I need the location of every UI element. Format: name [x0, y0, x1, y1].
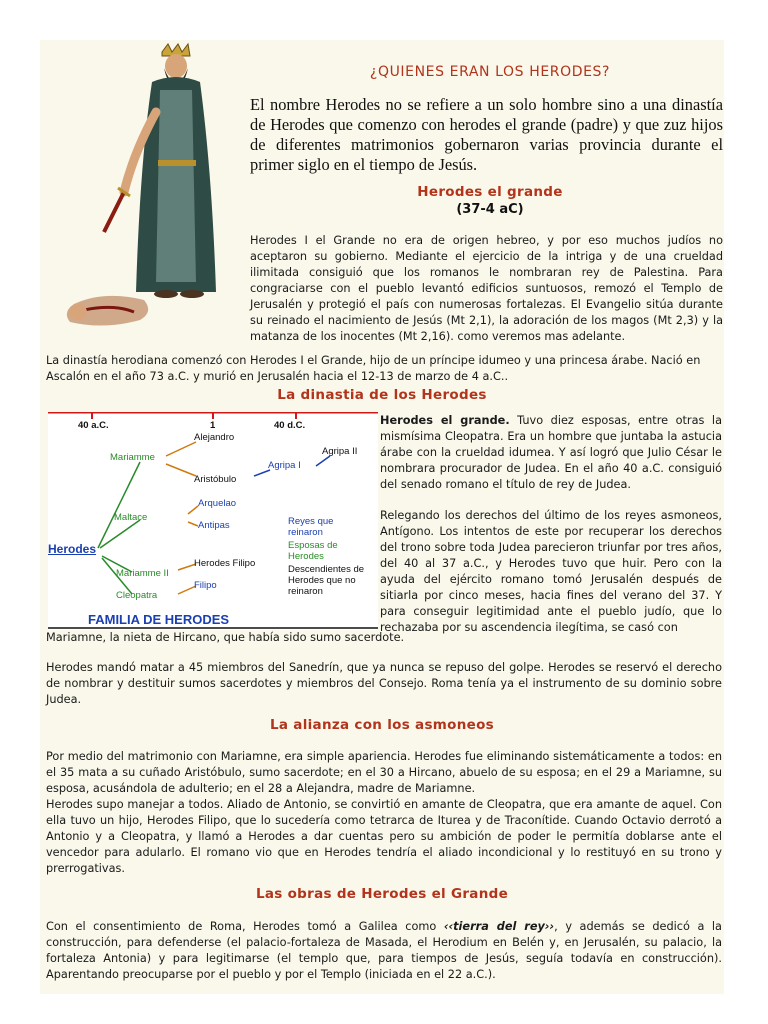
section-title-obras: Las obras de Herodes el Grande — [255, 886, 509, 902]
diagram-child: Filipo — [194, 580, 217, 591]
diagram-wife: Maltace — [114, 512, 148, 523]
diagram-child: Aristóbulo — [194, 474, 237, 485]
antigono-paragraph: Relegando los derechos del último de los reyes asmoneos, Antígono. Los intentos de este por recuperar los derechos del trono sobre toda Judea parecieron triunfar por tres años, del 40 al 37 a.C., y Herodes tuvo que huir. Pero con la ayuda del ejército romano tomó Jerusalén después de sitiarla por cinco meses, hacia fines del verano del 37. Y para conseguir legitimidad ante el pueblo judío, que lo rechazaba por su ascendencia ilegítima, se casó con — [380, 509, 722, 634]
section-title-alianza: La alianza con los asmoneos — [269, 717, 495, 733]
legend-descendientes: Descendientes de Herodes que no reinaron — [288, 564, 365, 597]
sanedrin-paragraph: Herodes mandó matar a 45 miembros del Sanedrín, que ya nunca se repuso del golpe. Herodes se reservó el derecho de nombrar y destituir sumos sacerdotes y miembros del Consejo. Roma tenía ya el instrumento de su dominio sobre Judea. — [46, 661, 722, 706]
herodes-grande-paragraph: Herodes I el Grande no era de origen hebreo, y por eso muchos judíos no aceptaron su gobierno. Mediante el ejercicio de la intriga y de una crueldad ilimitada consiguió que los romanos le nombraran rey de Palestina. Para congraciarse con el pueblo levantó edificios suntuosos, remozó el Templo de Jerusalén y protegió el país con numerosas fortalezas. El Evangelio sitúa durante su reinado el nacimiento de Jesús (Mt 2,1), la adoración de los magos (Mt 2,3) y la matanza de los inocentes (Mt 2,16). como veremos mas adelante. — [250, 234, 723, 343]
document-page — [40, 40, 724, 994]
diagram-grandchild: Agripa I — [268, 460, 301, 471]
herodes-illustration — [44, 42, 244, 340]
diagram-child: Herodes Filipo — [194, 558, 256, 569]
dinastia-paragraph: La dinastía herodiana comenzó con Herodes I el Grande, hijo de un príncipe idumeo y una princesa árabe. Nació en Ascalón en el año 73 a.C. y murió en Jerusalén hacia el 12-13 de marzo de 4 a.C.. — [46, 354, 701, 383]
obras-paragraph — [46, 919, 722, 983]
esposas-rest: Tuvo diez esposas, entre otras la mismísima Cleopatra. Era un hombre que juntaba la astucia árabe con la crueldad idumea. Y así logró que Julio César le nombrara procurador de Judea. En el año 40 a.C. consiguió del senado romano el título de rey de Judea. — [380, 414, 722, 491]
diagram-child: Antipas — [198, 520, 230, 531]
alianza-paragraph-2: Herodes supo manejar a todos. Aliado de Antonio, se convirtió en amante de Cleopatra, que era amante de aquel. Con ella tuvo un hijo, Herodes Filipo, que lo sucedería como tetrarca de Iturea y de Traconítide. Cuando Octavio derrotó a Antonio y a Cleopatra, y llamó a Herodes a dar cuentas pero su ambición de poder le permitía doblarse ante el vencedor para adularlo. El romano vio que en Herodes tendría el aliado incondicional y lo restituyó en su trono y prerrogativas. — [46, 798, 722, 875]
tierra-del-rey: ‹‹tierra del rey›› — [443, 920, 555, 933]
timeline-label: 40 d.C. — [274, 420, 306, 431]
page-title: ¿QUIENES ERAN LOS HERODES? — [369, 64, 611, 80]
alianza-paragraph-1: Por medio del matrimonio con Mariamne, era simple apariencia. Herodes fue eliminando sistemáticamente a todos: en el 35 mata a su cuñado Aristóbulo, sumo sacerdote; en el 30 a Hircano, abuelo de su esposa; en el 29 a Mariamne, su esposa, acusándola de adulterio; en el 28 a Alejandra, madre de Mariamne. — [46, 750, 722, 795]
timeline-label: 40 a.C. — [78, 420, 109, 431]
diagram-wife: Mariamme II — [116, 568, 169, 579]
intro-paragraph: El nombre Herodes no se refiere a un solo hombre sino a una dinastía de Herodes que comenzo con herodes el grande (padre) y que zuz hijos de diferentes matrimonios gobernaron varias provincia durante el primer siglo en el tiempo de Jesús. — [250, 95, 723, 174]
diagram-child: Arquelao — [198, 498, 237, 509]
legend-reyes: Reyes que reinaron — [288, 516, 334, 538]
diagram-wife: Mariamme — [110, 452, 155, 463]
diagram-root: Herodes — [48, 542, 97, 556]
obras-pre: Con el consentimiento de Roma, Herodes tomó a Galilea como — [46, 920, 444, 933]
esposas-paragraph — [380, 413, 722, 493]
legend-esposas: Esposas de Herodes — [288, 540, 338, 562]
esposas-bold: Herodes el grande. — [380, 414, 510, 427]
section-title-dinastia: La dinastia de los Herodes — [277, 387, 487, 403]
obras-post: , y además se dedicó a la construcción, para defenderse (el palacio-fortaleza de Masada, el Herodium en Belén y, en Jerusalén, su palacio, la fortaleza Antonia) y para legitimarse (el templo que, para tiempos de Jesús, seguía todavía en construcción). Aparentando preocuparse por el pueblo y por el Templo (iniciada en el 22 a.C.). — [46, 920, 722, 981]
diagram-child: Alejandro — [194, 432, 235, 443]
diagram-grandchild: Agripa II — [322, 446, 358, 457]
timeline-label: 1 — [210, 420, 216, 431]
diagram-footer: FAMILIA DE HERODES — [88, 612, 230, 627]
section-title-herodes-grande: Herodes el grande — [417, 184, 563, 200]
family-diagram — [48, 412, 378, 630]
antigono-tail: Mariamne, la nieta de Hircano, que había sido sumo sacerdote. — [46, 631, 405, 644]
section-dates: (37-4 aC) — [456, 202, 524, 217]
diagram-wife: Cleopatra — [116, 590, 158, 601]
